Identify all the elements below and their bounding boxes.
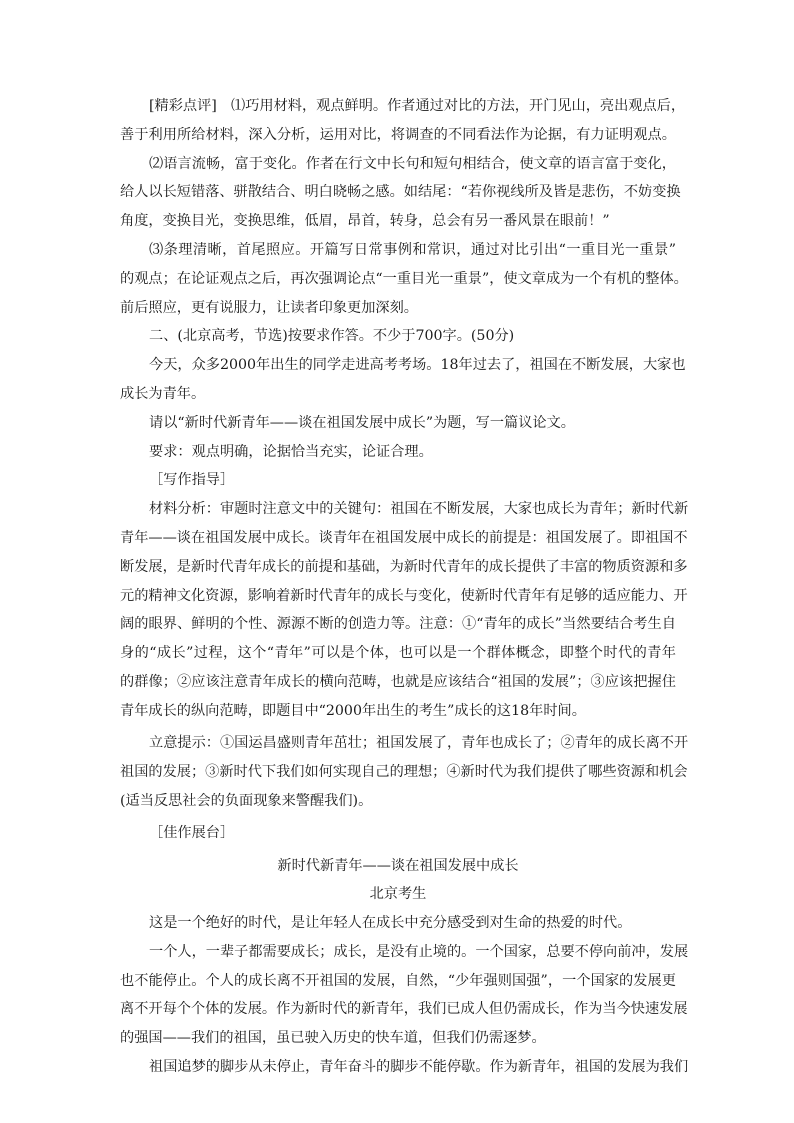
text-line: 材料分析：审题时注意文中的关键句：祖国在不断发展，大家也成长为青年；新时代新 (149, 501, 689, 518)
text-line: 角度，变换目光，变换思维，低眉，昂首，转身，总会有另一番风景在眼前！” (120, 213, 610, 230)
text-line: 阔的眼界、鲜明的个性、源源不断的创造力等。注意：①“青年的成长”当然要结合考生自 (120, 616, 676, 633)
text-line: 的强国——我们的祖国，虽已驶入历史的快车道，但我们仍需逐梦。 (120, 1030, 546, 1047)
text-line: 祖国追梦的脚步从未停止，青年奋斗的脚步不能停歇。作为新青年，祖国的发展为我们 (149, 1059, 689, 1076)
text-line: 身的“成长”过程，这个“青年”可以是个体，也可以是一个群体概念，即整个时代的青年 (120, 645, 676, 662)
essay-author: 北京考生 (369, 886, 427, 903)
text-line: (适当反思社会的负面现象来警醒我们)。 (120, 792, 373, 809)
text-line: 也不能停止。个人的成长离不开祖国的发展，自然，“少年强则国强”，一个国家的发展更 (120, 972, 676, 989)
question-heading: 二、(北京高考，节选)按要求作答。不少于700字。(50分) (149, 328, 515, 345)
section-label-showcase: ［佳作展台］ (149, 825, 235, 842)
text-line: 断发展，是新时代青年成长的前提和基础，为新时代青年的成长提供了丰富的物质资源和多 (120, 558, 688, 575)
text-line: 祖国的发展；③新时代下我们如何实现自己的理想；④新时代为我们提供了哪些资源和机会 (120, 763, 688, 780)
text-line: [精彩点评] ⑴巧用材料，观点鲜明。作者通过对比的方法，开门见山，亮出观点后， (149, 98, 686, 114)
text-line: 立意提示：①国运昌盛则青年茁壮；祖国发展了，青年也成长了；②青年的成长离不开 (149, 735, 689, 752)
text-line: 给人以长短错落、骈散结合、明白晓畅之感。如结尾：“若你视线所及皆是悲伤，不妨变换 (120, 184, 681, 201)
text-line: ⑶条理清晰，首尾照应。开篇写日常事例和常识，通过对比引出“一重目光一重景” (149, 241, 676, 258)
text-line: 成长为青年。 (120, 385, 206, 402)
text-line: 离不开每个个体的发展。作为新时代的新青年，我们已成人但仍需成长，作为当今快速发展 (120, 1001, 688, 1018)
text-line: 一个人，一辈子都需要成长；成长，是没有止境的。一个国家，总要不停向前冲，发展 (149, 943, 689, 960)
text-line: 青年——谈在祖国发展中成长。谈青年在祖国发展中成长的前提是：祖国发展了。即祖国不 (120, 529, 688, 546)
text-line: 的观点；在论证观点之后，再次强调论点“一重目光一重景”，使文章成为一个有机的整体。 (120, 270, 688, 287)
text-line: 要求：观点明确，论据恰当充实，论证合理。 (149, 443, 433, 460)
text-line: 的群像；②应该注意青年成长的横向范畴，也就是应该结合“祖国的发展”；③应该把握住 (120, 673, 676, 690)
text-line: 青年成长的纵向范畴，即题目中“2000年出生的考生”成长的这18年时间。 (120, 702, 586, 719)
text-line: 这是一个绝好的时代，是让年轻人在成长中充分感受到对生命的热爱的时代。 (149, 915, 632, 932)
section-label-writing-guide: ［写作指导］ (149, 472, 235, 489)
text-line: ⑵语言流畅，富于变化。作者在行文中长句和短句相结合，使文章的语言富于变化， (149, 155, 676, 172)
text-line: 前后照应，更有说服力，让读者印象更加深刻。 (120, 299, 418, 316)
text-line: 元的精神文化资源，影响着新时代青年的成长与变化，使新时代青年有足够的适应能力、开 (120, 587, 688, 604)
text-line: 今天，众多2000年出生的同学走进高考考场。18年过去了，祖国在不断发展，大家也 (149, 357, 686, 374)
document-page (120, 92, 689, 1082)
essay-title: 新时代新青年——谈在祖国发展中成长 (277, 857, 519, 874)
text-line: 请以“新时代新青年——谈在祖国发展中成长”为题，写一篇议论文。 (149, 414, 575, 431)
text-line: 善于利用所给材料，深入分析，运用对比，将调查的不同看法作为论据，有力证明观点。 (120, 126, 676, 143)
